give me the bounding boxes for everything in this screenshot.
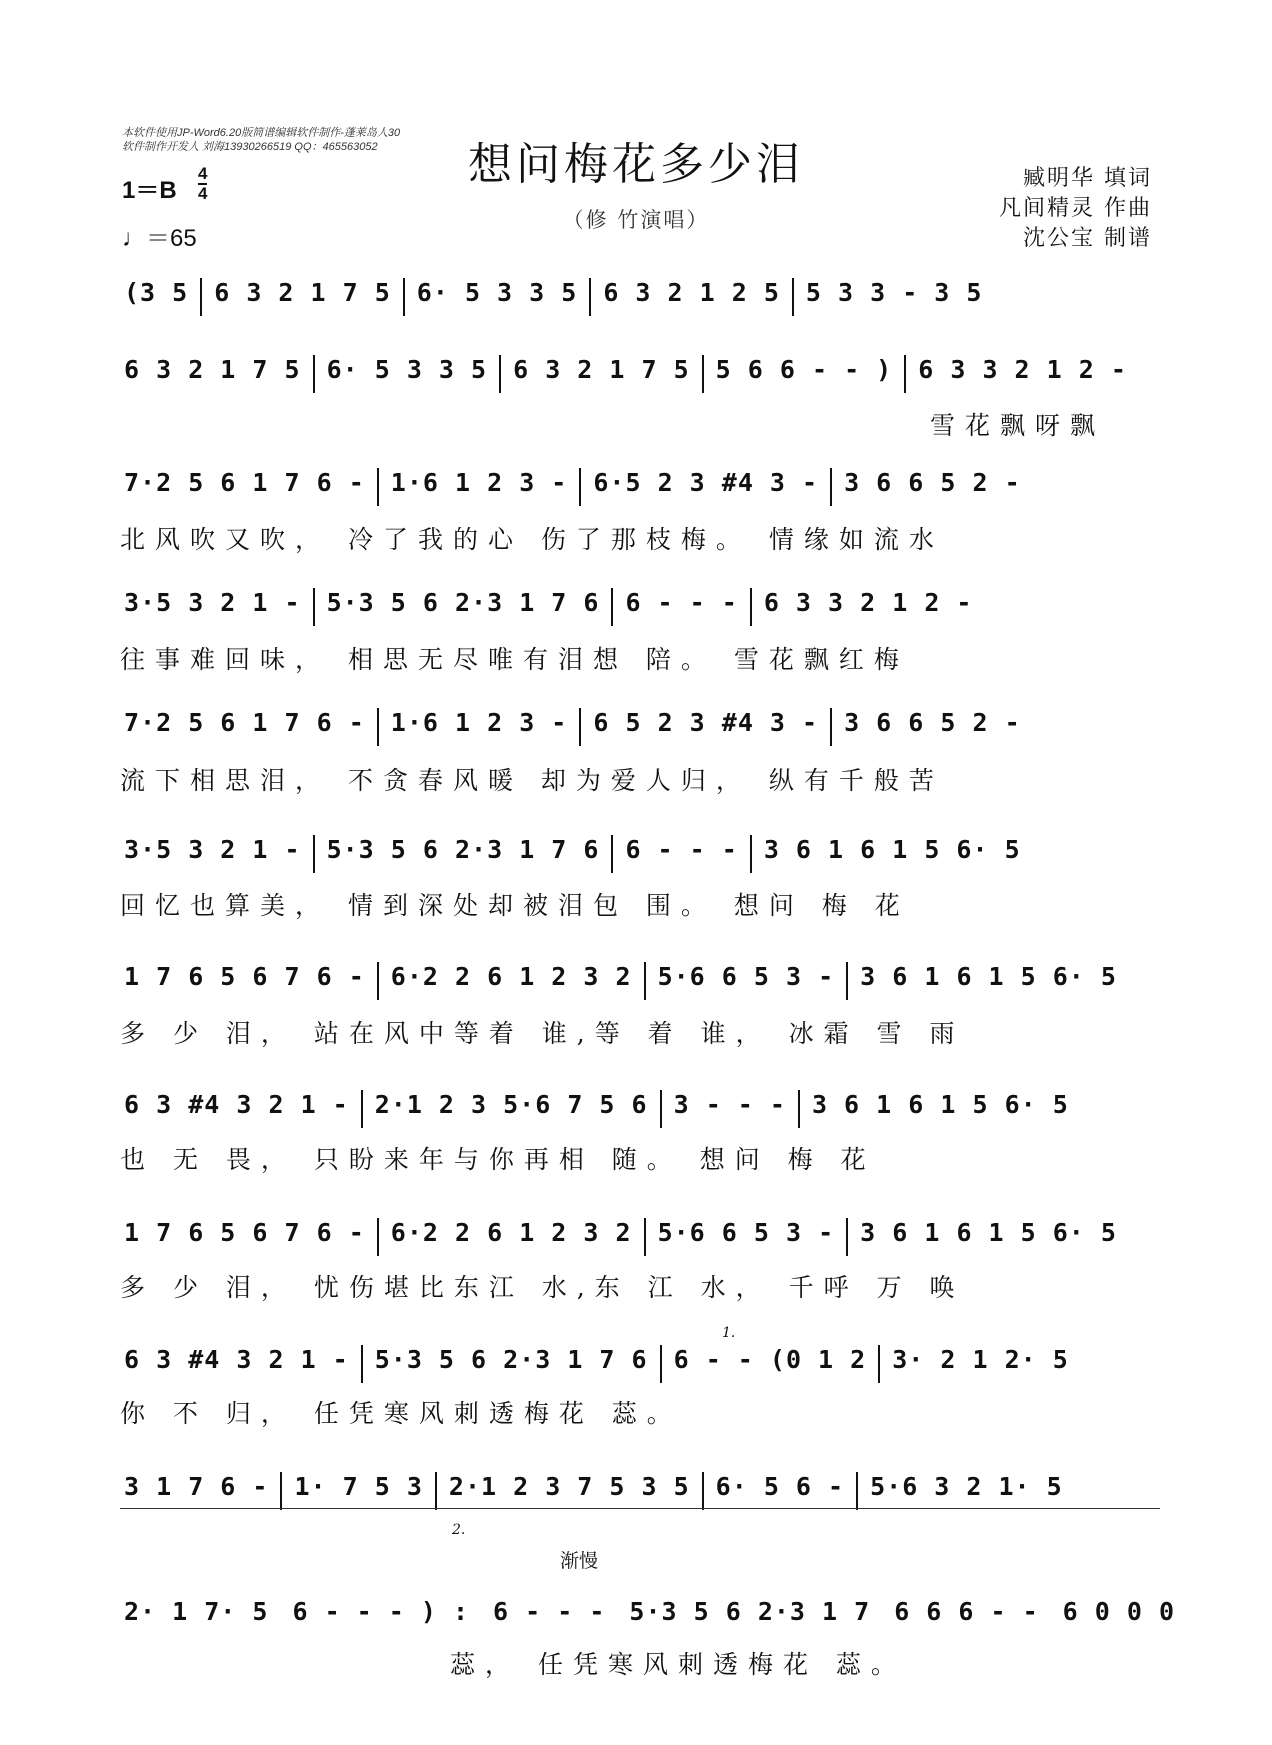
- barline: [830, 708, 832, 746]
- arranger-credit: 沈公宝 制谱: [1023, 226, 1152, 251]
- measure: 3 6 6 5 2 -: [844, 708, 1021, 737]
- measure: 7·2 5 6 1 7 6 -: [124, 708, 365, 737]
- measure: 2·1 2 3 7 5 3 5: [448, 1472, 690, 1501]
- barline: [878, 1345, 880, 1383]
- measure: 5·3 5 6 2·3 1 7 6: [326, 835, 600, 864]
- barline: [200, 278, 202, 316]
- watermark-line-2: 软件制作开发人 刘海13930266519 QQ：465563052: [122, 141, 378, 153]
- barline: [313, 835, 315, 873]
- measure: 3· 2 1 2· 5: [892, 1345, 1069, 1374]
- measure: 6 3 #4 3 2 1 -: [124, 1090, 349, 1119]
- measure: 3 6 1 6 1 5 6· 5: [860, 1218, 1117, 1247]
- notation-line-9: [120, 1218, 1160, 1264]
- measure: 5·6 6 5 3 -: [657, 962, 835, 991]
- ritardando-marking: 渐慢: [560, 1550, 599, 1572]
- notation-line-3: [120, 468, 1160, 514]
- notation-line-2: [120, 355, 1160, 401]
- barline: [611, 588, 613, 626]
- barline: [435, 1472, 437, 1510]
- barline: [702, 355, 704, 393]
- measure: 1·6 1 2 3 -: [390, 468, 568, 497]
- barline: [830, 468, 832, 506]
- lyrics-line-2: 雪花飘呀飘: [930, 411, 1106, 440]
- tempo-marking: ♩＝65: [122, 225, 197, 252]
- notation-line-1: [120, 278, 1160, 324]
- notation-line-7: [120, 962, 1160, 1008]
- measure: 6 - - -: [493, 1597, 606, 1626]
- measure: 3·5 3 2 1 -: [124, 835, 301, 864]
- measure: 5·3 5 6 2·3 1 7 6: [326, 588, 600, 617]
- lyrics-line-3: 北风吹又吹， 冷了我的心 伤了那枝梅。 情缘如流水: [120, 525, 944, 554]
- barline: [904, 355, 906, 393]
- lyrics-line-12: 蕊， 任凭寒风刺透梅花 蕊。: [450, 1650, 906, 1679]
- notation-line-5: [120, 708, 1160, 754]
- measure: 1 7 6 5 6 7 6 -: [124, 962, 365, 991]
- volta-2: 2.: [452, 1522, 466, 1538]
- barline: [846, 962, 848, 1000]
- barline: [660, 1090, 662, 1128]
- lyrics-line-9: 多 少 泪， 忧伤堪比东江 水,东 江 水， 千呼 万 唤: [120, 1273, 965, 1302]
- measure: 2· 1 7· 5: [124, 1597, 269, 1626]
- measure: 5 6 6 - - ): [715, 355, 893, 384]
- lyrics-line-8: 也 无 畏， 只盼来年与你再相 随。 想问 梅 花: [120, 1145, 876, 1174]
- barline: [846, 1218, 848, 1256]
- barline: [313, 588, 315, 626]
- measure: 6 6 6 - -: [894, 1597, 1039, 1626]
- measure: 5·3 5 6 2·3 1 7 6: [374, 1345, 648, 1374]
- barline: [660, 1345, 662, 1383]
- measure: 3 - - -: [673, 1090, 786, 1119]
- key-signature: 1＝B: [122, 177, 177, 204]
- barline: [313, 355, 315, 393]
- barline: [377, 708, 379, 746]
- barline: [644, 1218, 646, 1256]
- measure: 5 3 3 - 3 5: [805, 278, 983, 307]
- measure: (3 5: [124, 278, 189, 307]
- barline: [377, 1218, 379, 1256]
- measure: 6 3 #4 3 2 1 -: [124, 1345, 349, 1374]
- lyrics-line-5: 流下相思泪， 不贪春风暖 却为爱人归， 纵有千般苦: [120, 766, 944, 795]
- barline: [644, 962, 646, 1000]
- measure: 5·6 6 5 3 -: [657, 1218, 835, 1247]
- measure: 6 0 0 0: [1062, 1597, 1176, 1626]
- time-signature: [198, 166, 207, 202]
- measure: 5·6 3 2 1· 5: [870, 1472, 1063, 1501]
- measure: 3 1 7 6 -: [124, 1472, 269, 1501]
- barline: [750, 588, 752, 626]
- measure: 6 3 3 2 1 2 -: [918, 355, 1127, 384]
- measure: 6 3 3 2 1 2 -: [763, 588, 973, 617]
- measure: 2·1 2 3 5·6 7 5 6: [374, 1090, 648, 1119]
- barline: [702, 1472, 704, 1510]
- measure: 6 3 2 1 7 5: [214, 278, 391, 307]
- lyricist-credit: 臧明华 填词: [1023, 166, 1152, 191]
- barline: [403, 278, 405, 316]
- singer-credit: （修 竹演唱）: [562, 208, 710, 232]
- barline: [798, 1090, 800, 1128]
- notation-line-4: [120, 588, 1160, 634]
- composer-credit: 凡间精灵 作曲: [999, 196, 1152, 221]
- measure: 6 - - - ) :: [292, 1597, 470, 1626]
- measure: 6·5 2 3 #4 3 -: [593, 468, 819, 497]
- notation-line-12: [120, 1597, 1176, 1643]
- lyrics-line-7: 多 少 泪， 站在风中等着 谁,等 着 谁， 冰霜 雪 雨: [120, 1019, 965, 1048]
- measure: 3 6 1 6 1 5 6· 5: [860, 962, 1117, 991]
- measure: 3 6 1 6 1 5 6· 5: [763, 835, 1021, 864]
- time-top: 4: [198, 164, 208, 183]
- barline: [361, 1090, 363, 1128]
- notation-line-6: [120, 835, 1160, 881]
- barline: [361, 1345, 363, 1383]
- measure: 3 6 1 6 1 5 6· 5: [811, 1090, 1069, 1119]
- measure: 6 5 2 3 #4 3 -: [593, 708, 819, 737]
- volta-1: 1.: [722, 1325, 736, 1341]
- lyrics-line-10: 你 不 归， 任凭寒风刺透梅花 蕊。: [120, 1399, 682, 1428]
- measure: 6 - - (0 1 2: [673, 1345, 867, 1374]
- page-title: 想问梅花多少泪: [468, 139, 804, 190]
- measure: 6· 5 6 -: [715, 1472, 845, 1501]
- measure: 6 3 2 1 7 5: [124, 355, 301, 384]
- barline: [856, 1472, 858, 1510]
- measure: 1 7 6 5 6 7 6 -: [124, 1218, 365, 1247]
- credits: [999, 164, 1152, 254]
- barline: [499, 355, 501, 393]
- measure: 1·6 1 2 3 -: [390, 708, 568, 737]
- time-bottom: 4: [198, 184, 208, 203]
- measure: 6 3 2 1 2 5: [603, 278, 780, 307]
- staff-line: [120, 1508, 1160, 1509]
- lyrics-line-6: 回忆也算美， 情到深处却被泪包 围。 想问 梅 花: [120, 891, 910, 920]
- measure: 6 - - -: [625, 588, 738, 617]
- lyrics-line-4: 往事难回味， 相思无尽唯有泪想 陪。 雪花飘红梅: [120, 645, 909, 674]
- measure: 6· 5 3 3 5: [416, 278, 578, 307]
- barline: [611, 835, 613, 873]
- measure: 6 3 2 1 7 5: [513, 355, 690, 384]
- measure: 6 - - -: [625, 835, 738, 864]
- watermark-line-1: 本软件使用JP-Word6.20版简谱编辑软件制作-蓬莱岛人30: [122, 127, 401, 139]
- barline: [792, 278, 794, 316]
- barline: [589, 278, 591, 316]
- measure: 3·5 3 2 1 -: [124, 588, 301, 617]
- notation-line-8: [120, 1090, 1160, 1136]
- barline: [750, 835, 752, 873]
- measure: 3 6 6 5 2 -: [844, 468, 1021, 497]
- measure: 1· 7 5 3: [294, 1472, 423, 1501]
- measure: 6·2 2 6 1 2 3 2: [390, 1218, 632, 1247]
- notation-line-11: [120, 1472, 1160, 1518]
- barline: [280, 1472, 282, 1510]
- measure: 7·2 5 6 1 7 6 -: [124, 468, 365, 497]
- measure: 6·2 2 6 1 2 3 2: [390, 962, 632, 991]
- barline: [377, 962, 379, 1000]
- barline: [579, 708, 581, 746]
- notation-line-10: [120, 1345, 1160, 1391]
- barline: [579, 468, 581, 506]
- measure: 5·3 5 6 2·3 1 7: [629, 1597, 871, 1626]
- measure: 6· 5 3 3 5: [326, 355, 488, 384]
- barline: [377, 468, 379, 506]
